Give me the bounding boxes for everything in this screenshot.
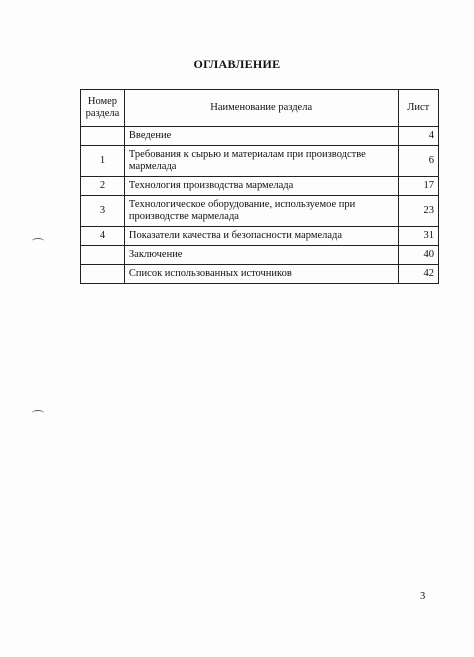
table-header-row [81, 90, 439, 127]
table-row [81, 265, 439, 284]
section-page: 23 [398, 196, 439, 227]
section-number: 4 [81, 227, 125, 246]
section-page: 42 [398, 265, 439, 284]
section-page: 31 [398, 227, 439, 246]
section-name: Технология производства мармелада [124, 177, 398, 196]
scan-mark [32, 238, 44, 244]
section-number [81, 265, 125, 284]
table-row [81, 227, 439, 246]
page-title: ОГЛАВЛЕНИЕ [193, 57, 281, 71]
scan-mark [32, 410, 44, 416]
section-number: 2 [81, 177, 125, 196]
table-of-contents [80, 89, 439, 284]
header-section-number: Номер раздела [81, 90, 125, 127]
header-section-name: Наименование раздела [124, 90, 398, 127]
section-name: Список использованных источников [124, 265, 398, 284]
section-name: Введение [124, 127, 398, 146]
table-row [81, 246, 439, 265]
section-number [81, 246, 125, 265]
section-number [81, 127, 125, 146]
section-name: Технологическое оборудование, используемое при производстве мармелада [124, 196, 398, 227]
section-page: 40 [398, 246, 439, 265]
section-name: Заключение [124, 246, 398, 265]
section-page: 4 [398, 127, 439, 146]
header-page: Лист [398, 90, 439, 127]
section-number: 3 [81, 196, 125, 227]
section-name: Требования к сырью и материалам при производстве мармелада [124, 146, 398, 177]
table-row [81, 146, 439, 177]
table-row [81, 177, 439, 196]
section-name: Показатели качества и безопасности мармелада [124, 227, 398, 246]
section-page: 6 [398, 146, 439, 177]
page-number: 3 [420, 591, 426, 602]
section-number: 1 [81, 146, 125, 177]
table-row [81, 196, 439, 227]
section-page: 17 [398, 177, 439, 196]
table-row [81, 127, 439, 146]
